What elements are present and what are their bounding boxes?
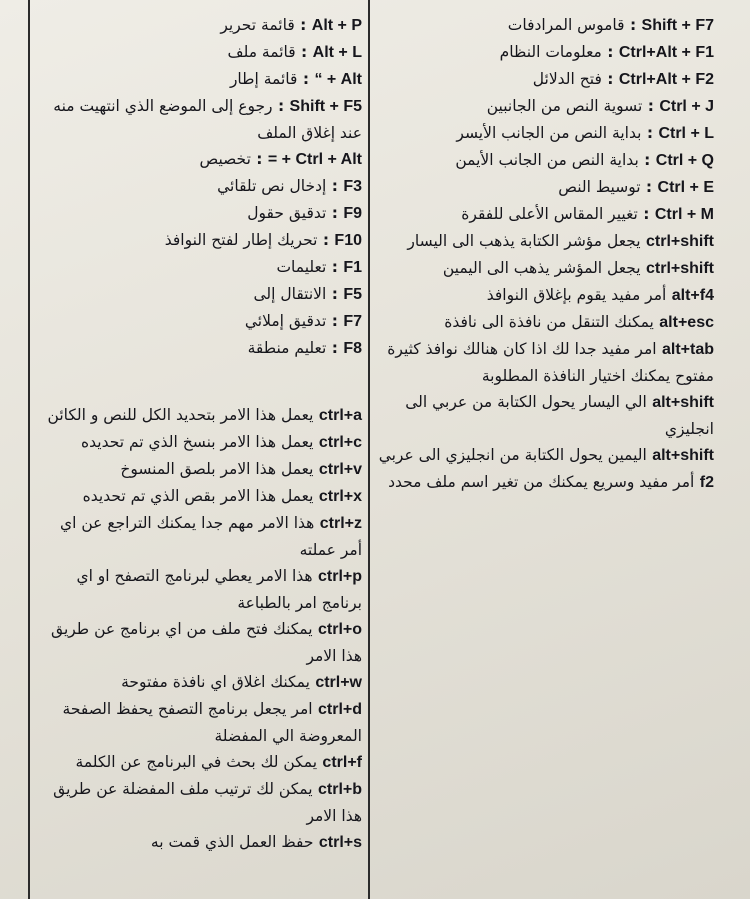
shortcut-entry — [374, 93, 714, 120]
shortcut-separator: : — [326, 339, 344, 357]
shortcut-description: امر يجعل برنامج التصفح يحفظ الصفحة المعروضة الي المفضلة — [62, 700, 362, 745]
left-margin-rule — [28, 0, 30, 899]
shortcut-key: Ctrl + Q — [655, 152, 714, 169]
shortcut-description: فتح الدلائل — [532, 70, 602, 88]
shortcut-separator: : — [642, 97, 660, 115]
shortcut-description: يجعل المؤشر يذهب الى اليمين — [442, 259, 641, 277]
shortcut-description: تعليم منطقة — [247, 339, 327, 357]
shortcut-description: رجوع إلى الموضع الذي انتهيت منه عند إغلاق الملف — [53, 97, 362, 142]
shortcut-key: F9 — [343, 205, 362, 222]
shortcut-key: Alt + P — [311, 17, 362, 34]
shortcut-separator: : — [297, 70, 315, 88]
shortcut-entry — [34, 335, 362, 362]
shortcut-key: F1 — [343, 259, 362, 276]
shortcut-description: تخصيص — [199, 150, 251, 168]
shortcut-entry — [374, 336, 714, 389]
shortcut-list-left-top — [34, 12, 362, 362]
shortcut-key: f2 — [699, 474, 714, 491]
shortcut-key: Ctrl + E — [657, 179, 714, 196]
shortcut-key: ctrl+v — [318, 461, 362, 478]
shortcut-key: F5 — [343, 286, 362, 303]
shortcut-key: ctrl+shift — [645, 260, 714, 277]
section-gap — [34, 362, 362, 402]
shortcut-separator: : — [601, 70, 619, 88]
shortcut-separator: : — [641, 124, 659, 142]
shortcut-entry — [34, 616, 362, 669]
right-column — [374, 12, 714, 496]
shortcut-description: تدقيق حقول — [247, 204, 327, 222]
shortcut-key: ctrl+f — [322, 754, 362, 771]
shortcut-description: هذا الامر يعطي لبرنامج التصفح او اي برنامج امر بالطباعة — [76, 567, 362, 612]
shortcut-description: معلومات النظام — [499, 43, 602, 61]
shortcut-key: alt+esc — [659, 314, 714, 331]
shortcut-separator: : — [295, 43, 313, 61]
shortcut-description: تعليمات — [276, 258, 327, 276]
shortcut-key: Alt + “ — [314, 71, 362, 88]
shortcut-description: الانتقال إلى — [253, 285, 327, 303]
shortcut-entry — [34, 429, 362, 456]
shortcut-list-right — [374, 12, 714, 496]
shortcut-entry — [34, 281, 362, 308]
shortcut-entry — [34, 173, 362, 200]
shortcut-key: F3 — [343, 178, 362, 195]
shortcut-entry — [374, 39, 714, 66]
left-column — [34, 12, 362, 856]
shortcut-key: ctrl+x — [318, 488, 362, 505]
shortcut-entry — [34, 254, 362, 281]
shortcut-description: تسوية النص من الجانبين — [486, 97, 643, 115]
shortcut-key: Ctrl + L — [658, 125, 714, 142]
shortcut-key: Ctrl + J — [659, 98, 714, 115]
shortcut-entry — [374, 201, 714, 228]
shortcut-description: تغيير المقاس الأعلى للفقرة — [461, 205, 638, 223]
shortcut-entry — [34, 483, 362, 510]
shortcut-separator: : — [326, 204, 344, 222]
shortcut-description: يمكنك فتح ملف من اي برنامج عن طريق هذا الامر — [51, 620, 362, 665]
shortcut-description: بداية النص من الجانب الأيمن — [455, 151, 639, 169]
shortcut-description: قاموس المرادفات — [507, 16, 625, 34]
shortcut-key: Ctrl+Alt + F2 — [618, 71, 714, 88]
shortcut-separator: : — [326, 285, 344, 303]
shortcut-description: اليمين يحول الكتابة من انجليزي الى عربي — [378, 446, 647, 464]
shortcut-description: أمر مفيد يقوم بإغلاق النوافذ — [486, 286, 667, 304]
shortcut-entry — [34, 749, 362, 776]
shortcut-description: يعمل هذا الامر بلصق المنسوخ — [120, 460, 314, 478]
shortcut-entry — [34, 829, 362, 856]
shortcut-key: Ctrl+Alt + F1 — [618, 44, 714, 61]
shortcut-separator: : — [272, 97, 290, 115]
shortcut-description: حفظ العمل الذي قمت به — [150, 833, 314, 851]
shortcut-entry — [374, 255, 714, 282]
shortcut-description: قائمة إطار — [229, 70, 298, 88]
shortcut-separator: : — [640, 178, 658, 196]
shortcut-separator: : — [638, 151, 656, 169]
shortcut-entry — [34, 308, 362, 335]
shortcut-key: ctrl+shift — [645, 233, 714, 250]
shortcut-entry — [34, 227, 362, 254]
shortcut-entry — [34, 402, 362, 429]
shortcut-key: ctrl+z — [319, 515, 362, 532]
shortcut-entry — [34, 12, 362, 39]
shortcut-key: ctrl+w — [315, 674, 362, 691]
shortcut-description: يمكن لك ترتيب ملف المفضلة عن طريق هذا الامر — [53, 780, 362, 825]
shortcut-key: F8 — [343, 340, 362, 357]
shortcut-key: ctrl+c — [318, 434, 362, 451]
shortcut-separator: : — [294, 16, 312, 34]
shortcut-description: بداية النص من الجانب الأيسر — [456, 124, 642, 142]
shortcut-key: F7 — [343, 313, 362, 330]
shortcut-description: قائمة ملف — [227, 43, 296, 61]
shortcut-entry — [34, 66, 362, 93]
shortcut-entry — [374, 389, 714, 442]
shortcut-key: ctrl+o — [317, 621, 362, 638]
shortcut-key: alt+f4 — [671, 287, 714, 304]
shortcut-entry — [34, 93, 362, 146]
shortcut-key: ctrl+a — [318, 407, 362, 424]
shortcut-entry — [374, 12, 714, 39]
shortcut-separator: : — [250, 150, 268, 168]
shortcut-entry — [34, 696, 362, 749]
shortcut-description: يمكنك اغلاق اي نافذة مفتوحة — [121, 673, 310, 691]
shortcut-description: تدقيق إملائي — [244, 312, 327, 330]
shortcut-entry — [34, 39, 362, 66]
shortcut-separator: : — [624, 16, 642, 34]
shortcut-key: Shift + F7 — [641, 17, 714, 34]
shortcut-list-left-bottom — [34, 402, 362, 856]
shortcut-key: Ctrl + Alt + = — [267, 151, 362, 168]
shortcut-entry — [34, 776, 362, 829]
shortcut-description: الي اليسار يحول الكتابة من عربي الى انجليزي — [405, 393, 714, 438]
shortcut-entry — [34, 669, 362, 696]
shortcut-key: ctrl+d — [317, 701, 362, 718]
shortcut-key: ctrl+p — [317, 568, 362, 585]
shortcut-description: يجعل مؤشر الكتابة يذهب الى اليسار — [407, 232, 641, 250]
shortcut-key: alt+tab — [661, 341, 714, 358]
shortcut-key: ctrl+s — [318, 834, 362, 851]
shortcut-entry — [374, 442, 714, 469]
shortcut-entry — [374, 147, 714, 174]
shortcut-description: يعمل هذا الامر بنسخ الذي تم تحديده — [81, 433, 314, 451]
shortcut-description: توسيط النص — [558, 178, 641, 196]
shortcut-entry — [374, 66, 714, 93]
shortcut-separator: : — [326, 312, 344, 330]
shortcut-description: تحريك إطار لفتح النوافذ — [164, 231, 318, 249]
shortcut-key: Alt + L — [312, 44, 362, 61]
shortcut-description: يمكنك التنقل من نافذة الى نافذة — [444, 313, 654, 331]
shortcut-description: قائمة تحرير — [220, 16, 295, 34]
shortcut-entry — [34, 146, 362, 173]
shortcut-key: Ctrl + M — [654, 206, 714, 223]
shortcut-separator: : — [326, 177, 344, 195]
shortcut-separator: : — [637, 205, 655, 223]
shortcut-entry — [374, 120, 714, 147]
shortcut-entry — [34, 510, 362, 563]
shortcut-description: أمر مفيد وسريع يمكنك من تغير اسم ملف محدد — [388, 473, 695, 491]
column-divider — [368, 0, 370, 899]
shortcut-entry — [374, 282, 714, 309]
shortcut-description: إدخال نص تلقائي — [217, 177, 327, 195]
shortcut-description: يعمل هذا الامر بتحديد الكل للنص و الكائن — [47, 406, 314, 424]
shortcut-key: Shift + F5 — [289, 98, 362, 115]
shortcut-key: alt+shift — [652, 447, 714, 464]
shortcut-separator: : — [326, 258, 344, 276]
shortcut-description: يمكن لك بحث في البرنامج عن الكلمة — [75, 753, 318, 771]
shortcut-entry — [374, 228, 714, 255]
shortcut-description: هذا الامر مهم جدا يمكنك التراجع عن اي أمر عملته — [59, 514, 362, 559]
shortcut-entry — [34, 200, 362, 227]
shortcut-description: يعمل هذا الامر بقص الذي تم تحديده — [82, 487, 314, 505]
shortcut-key: F10 — [334, 232, 362, 249]
shortcut-separator: : — [601, 43, 619, 61]
shortcut-entry — [34, 456, 362, 483]
shortcut-entry — [374, 309, 714, 336]
shortcut-key: ctrl+b — [317, 781, 362, 798]
shortcut-separator: : — [317, 231, 335, 249]
shortcut-description: امر مفيد جدا لك اذا كان هنالك نوافذ كثيرة مفتوح يمكنك اختيار النافذة المطلوبة — [387, 340, 714, 385]
shortcut-entry — [374, 174, 714, 201]
shortcut-entry — [374, 469, 714, 496]
shortcut-key: alt+shift — [652, 394, 714, 411]
shortcut-entry — [34, 563, 362, 616]
